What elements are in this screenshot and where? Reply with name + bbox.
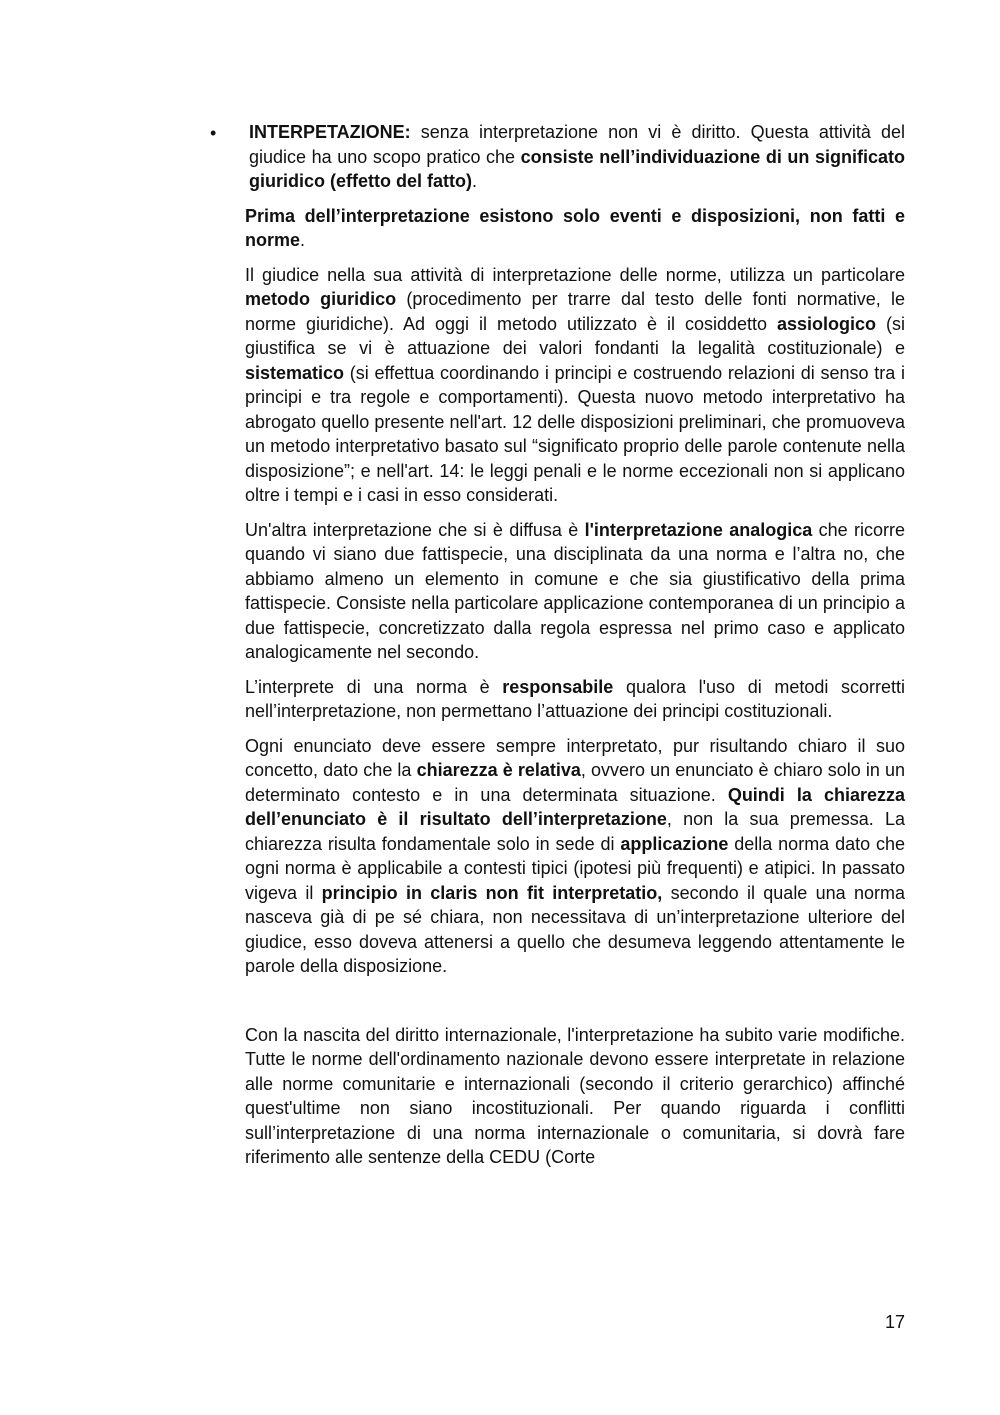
bold-text: applicazione — [620, 833, 729, 854]
bullet-icon: • — [210, 123, 217, 143]
bold-text: l'interpretazione analogica — [584, 519, 813, 540]
bold-text: INTERPETAZIONE: — [249, 122, 411, 142]
text-run: . — [300, 230, 306, 250]
text-run: (procedimento per trarre dal testo delle fonti normative, le norme giuridiche). Ad oggi il metodo utilizzato è il cosiddetto — [245, 289, 905, 334]
document-body — [245, 120, 905, 1180]
text-run: Con la nascita del diritto internazionale, l'interpretazione ha subito varie modifiche. Tutte le norme dell'ordinamento nazionale devono essere interpretate in relazione alle norme comunitarie e internazionali (secondo il criterio gerarchico) affinché quest'ultime non siano incostituzionali. Per quando riguarda i conflitti sull’interpretazione di una norma internazionale o comunitaria, si dovrà fare riferimento alle sentenze della CEDU (Corte — [245, 1024, 905, 1167]
paragraph-eventi-disposizioni — [245, 204, 905, 253]
bold-text: Prima dell’interpretazione esistono solo eventi e disposizioni, non fatti e norme — [245, 205, 905, 250]
text-run: , ovvero un enunciato è chiaro solo in un determinato contesto e in una determinata situazione. — [245, 760, 905, 805]
text-run: . — [471, 171, 477, 191]
bold-text: sistematico — [245, 362, 345, 383]
text-run: secondo il quale una norma nasceva già di pe sé chiara, non necessitava di un’interpretazione ulteriore del giudice, esso doveva attenersi a quello che desumeva leggendo attentamente le parole della disposizione. — [245, 882, 906, 976]
bold-text: metodo giuridico — [245, 289, 397, 309]
paragraph-interpretazione-analogica — [245, 518, 905, 665]
text-run: Il giudice nella sua attività di interpretazione delle norme, utilizza un particolare — [245, 264, 905, 285]
bold-text: responsabile — [502, 676, 614, 697]
text-run: qualora l'uso di metodi scorretti nell’interpretazione, non permettano l’attuazione dei principi costituzionali. — [245, 676, 905, 721]
text-run: (si giustifica se vi è attuazione dei valori fondanti la legalità costituzionale) e — [245, 313, 905, 358]
text-run: , non la sua premessa. La chiarezza risulta fondamentale solo in sede di — [245, 809, 905, 854]
paragraph-chiarezza — [245, 734, 905, 979]
text-run: (si effettua coordinando i principi e costruendo relazioni di senso tra i principi e tra regole e comportamenti). Questa nuovo metodo interpretativo ha abrogato quello presente nell'art. 12 delle disposizioni preliminari, che promuoveva un metodo interpretativo basato sul “significato proprio delle parole contenute nella disposizione”; e nell'art. 14: le leggi penali e le norme eccezionali non si applicano oltre i tempi e i casi in esso considerati. — [245, 362, 905, 505]
bold-text: chiarezza è relativa — [416, 760, 581, 780]
bold-text: consiste nell’individuazione di un significato giuridico (effetto del fatto) — [249, 146, 905, 191]
bold-text: principio in claris non fit interpretatio, — [321, 882, 663, 903]
paragraph-interprete-responsabile — [245, 675, 905, 724]
text-run: L’interprete di una norma è — [245, 676, 503, 697]
bold-text: Quindi la chiarezza dell’enunciato è il risultato dell’interpretazione — [245, 784, 906, 829]
bold-text: assiologico — [777, 313, 877, 334]
paragraph-diritto-internazionale — [245, 1023, 905, 1170]
text-run: che ricorre quando vi siano due fattispecie, una disciplinata da una norma e l’altra no, che abbiamo almeno un elemento in comune e che sia giustificativo della prima fattispecie. Consiste nella particolare applicazione contemporanea di un principio a due fattispecie, concretizzato dalla regola espressa nel primo caso e applicato analogicamente nel secondo. — [245, 519, 905, 662]
text-run: della norma dato che ogni norma è applicabile a contesti tipici (ipotesi più frequenti) e atipici. In passato vigeva il — [245, 833, 906, 903]
page-number: 17 — [884, 1312, 905, 1332]
paragraph-interpretazione — [249, 120, 905, 194]
text-run: Un'altra interpretazione che si è diffusa è — [245, 519, 585, 540]
paragraph-metodo-giuridico — [245, 263, 905, 508]
text-run: Ogni enunciato deve essere sempre interpretato, pur risultando chiaro il suo concetto, dato che la — [245, 735, 905, 780]
text-run: senza interpretazione non vi è diritto. Questa attività del giudice ha uno scopo pratico che — [249, 122, 905, 167]
